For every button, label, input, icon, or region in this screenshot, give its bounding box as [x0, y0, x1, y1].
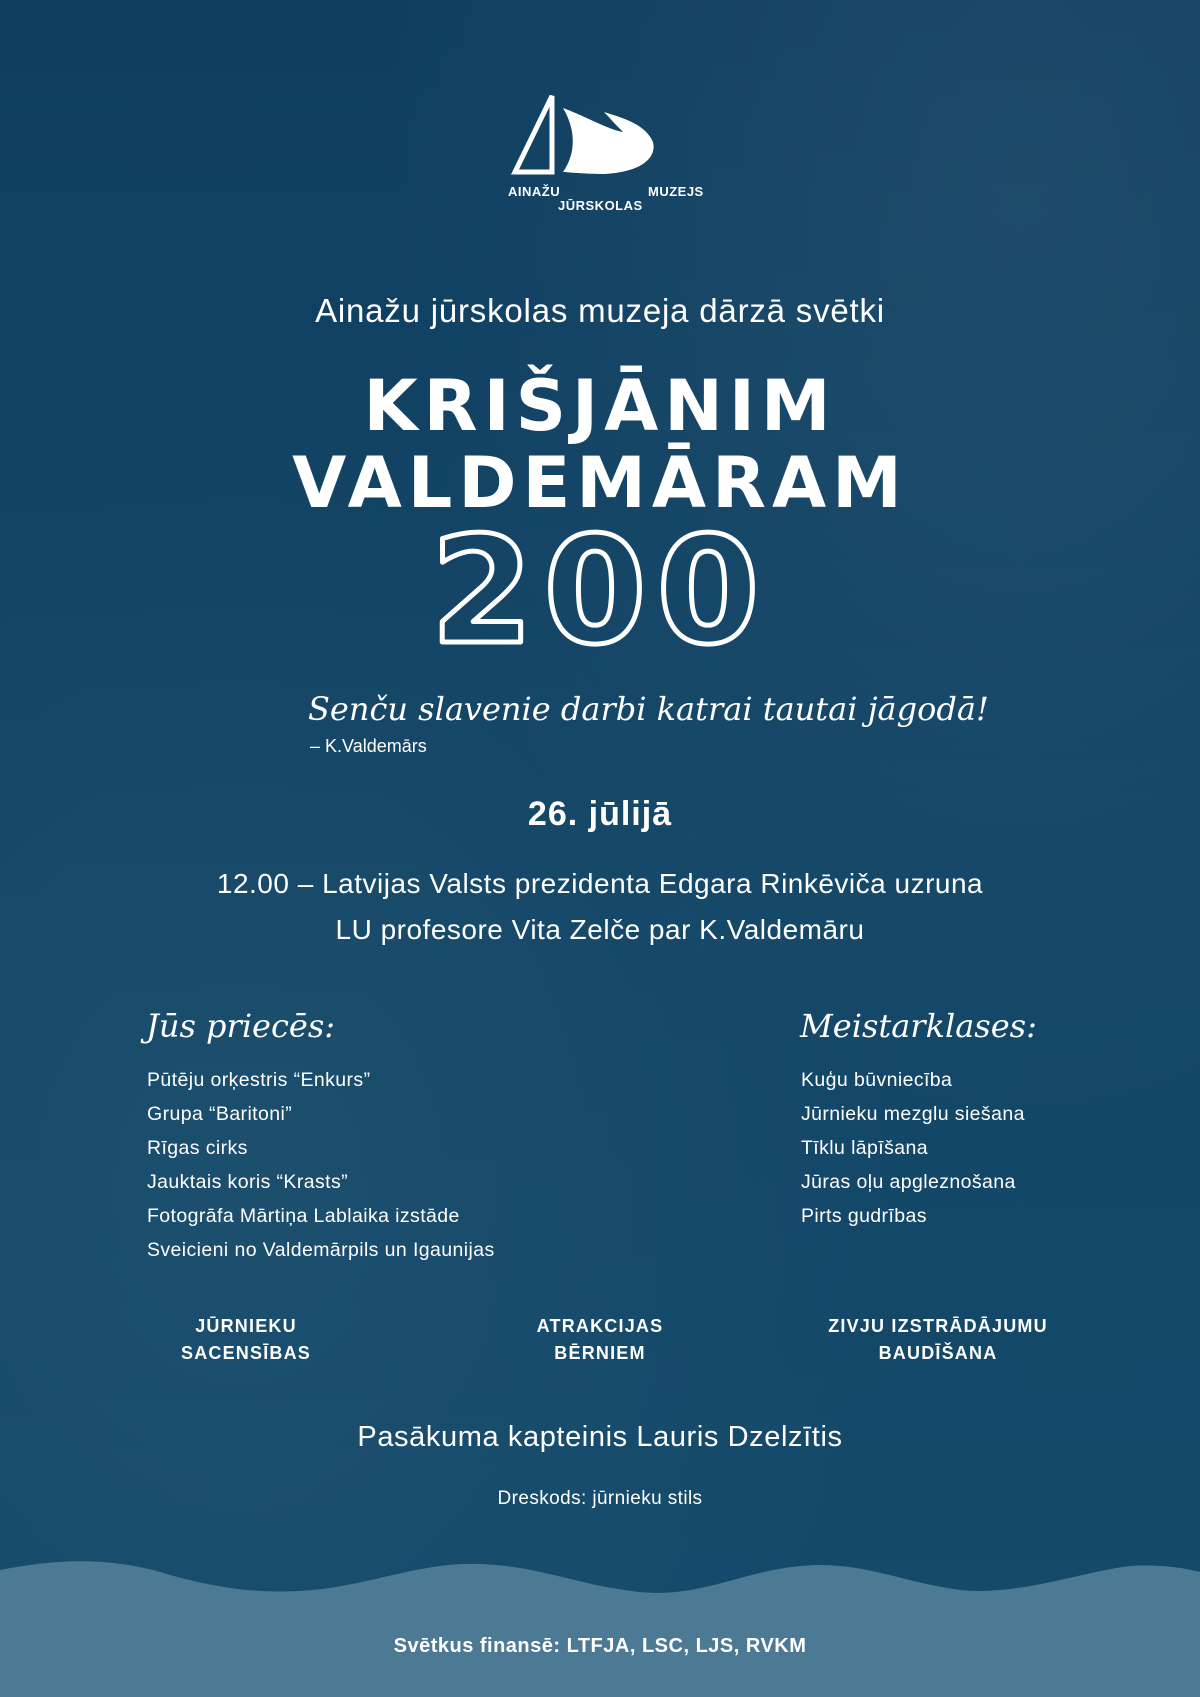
sail-logo-icon: [505, 92, 695, 182]
list-item: Pūtēju orķestris “Enkurs”: [147, 1069, 371, 1091]
dress-code: Dreskods: jūrnieku stils: [497, 1488, 703, 1509]
program-line-1: 12.00 – Latvijas Valsts prezidenta Edgara Rinkēviča uzruna: [216, 868, 984, 899]
masterclasses-list: [801, 1063, 1025, 1233]
list-item: Jūrnieku mezglu siešana: [801, 1103, 1025, 1125]
footer-wave: [0, 1552, 1200, 1697]
program-line-2: LU profesore Vita Zelče par K.Valdemāru: [335, 914, 865, 945]
event-captain: Pasākuma kapteinis Lauris Dzelzītis: [357, 1421, 843, 1453]
title-line-2: VALDEMĀRAM: [292, 442, 908, 524]
masterclasses-heading: Meistarklases:: [800, 1007, 1037, 1045]
feature-line: ATRAKCIJAS: [536, 1316, 664, 1336]
logo-word-ainazu: AINAŽU: [508, 184, 561, 199]
entertainment-list: [147, 1063, 495, 1267]
feature-sailor-competitions: [106, 1313, 386, 1367]
quote-text: Senču slavenie darbi katrai tautai jāgodā!: [308, 690, 989, 728]
entertainment-heading: Jūs priecēs:: [146, 1007, 336, 1045]
list-item: Jūras oļu apgleznošana: [801, 1171, 1016, 1193]
list-item: Jauktais koris “Krasts”: [147, 1171, 348, 1193]
footer-funders: Svētkus finansē: LTFJA, LSC, LJS, RVKM: [393, 1635, 807, 1657]
feature-line: BAUDĪŠANA: [878, 1343, 998, 1363]
anniversary-number: [0, 520, 1200, 655]
title-line-1: KRIŠJĀNIM: [363, 365, 837, 447]
anniversary-number-text: 200: [430, 520, 770, 655]
feature-fish-tasting: [798, 1313, 1078, 1367]
list-item: Sveicieni no Valdemārpils un Igaunijas: [147, 1239, 495, 1261]
event-date: 26. jūlijā: [527, 795, 673, 833]
feature-line: JŪRNIEKU: [195, 1316, 297, 1336]
list-item: Kuģu būvniecība: [801, 1069, 953, 1091]
feature-line: ZIVJU IZSTRĀDĀJUMU: [828, 1316, 1048, 1336]
feature-line: BĒRNIEM: [554, 1343, 646, 1363]
logo-word-muzejs: MUZEJS: [648, 184, 704, 199]
logo-word-jurskolas: JŪRSKOLAS: [558, 198, 643, 213]
event-subtitle: Ainažu jūrskolas muzeja dārzā svētki: [315, 292, 885, 329]
list-item: Rīgas cirks: [147, 1137, 248, 1159]
list-item: Pirts gudrības: [801, 1205, 927, 1227]
quote-author: – K.Valdemārs: [310, 736, 427, 756]
list-item: Tīklu lāpīšana: [801, 1137, 928, 1159]
feature-line: SACENSĪBAS: [180, 1343, 312, 1363]
feature-kids-attractions: [460, 1313, 740, 1367]
museum-logo: [505, 92, 704, 214]
list-item: Fotogrāfa Mārtiņa Lablaika izstāde: [147, 1205, 460, 1227]
list-item: Grupa “Baritoni”: [147, 1103, 293, 1125]
